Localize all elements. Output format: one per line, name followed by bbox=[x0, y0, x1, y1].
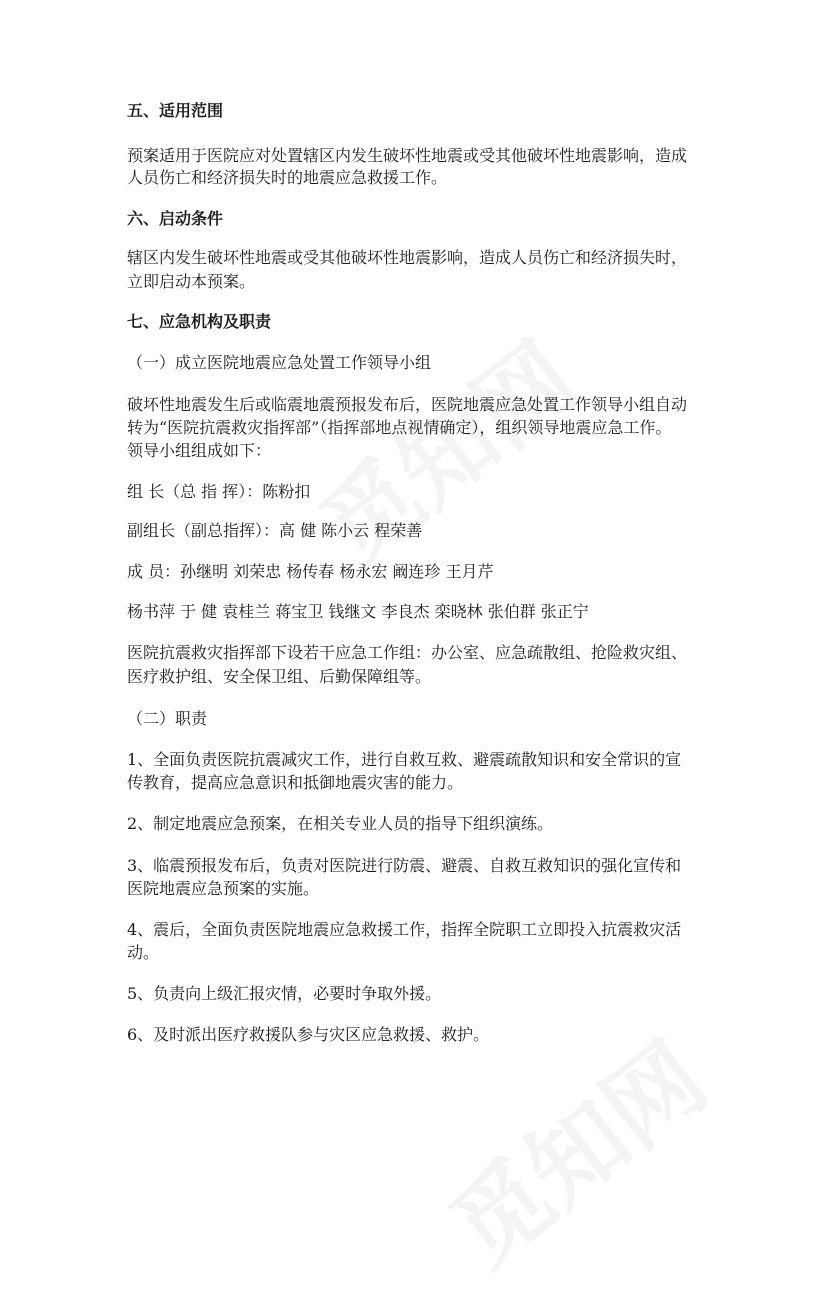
members-line: 成 员：孙继明 刘荣忠 杨传春 杨永宏 阚连珍 王月芹 bbox=[127, 562, 494, 581]
paragraph-line: 破坏性地震发生后或临震地震预报发布后，医院地震应急处置工作领导小组自动 bbox=[127, 395, 688, 414]
paragraph-line: 人员伤亡和经济损失时的地震应急救援工作。 bbox=[127, 168, 448, 187]
paragraph-line: 领导小组组成如下： bbox=[127, 441, 272, 460]
duty-item: 5、负责向上级汇报灾情，必要时争取外援。 bbox=[127, 984, 442, 1003]
paragraph-line: 立即启动本预案。 bbox=[127, 272, 256, 291]
subsection-title: （一）成立医院地震应急处置工作领导小组 bbox=[127, 353, 432, 372]
watermark-bottom bbox=[418, 1006, 729, 1291]
paragraph-line: 医院抗震救灾指挥部下设若干应急工作组：办公室、应急疏散组、抢险救灾组、 bbox=[127, 643, 688, 662]
duty-item: 动。 bbox=[127, 943, 160, 962]
section-5-title: 五、适用范围 bbox=[127, 101, 224, 120]
leader-line: 组 长（总 指 挥）：陈粉扣 bbox=[127, 482, 311, 501]
duty-item: 4、震后，全面负责医院地震应急救援工作，指挥全院职工立即投入抗震救灾活 bbox=[127, 920, 682, 939]
duty-item: 2、制定地震应急预案，在相关专业人员的指导下组织演练。 bbox=[127, 814, 554, 833]
subsection-title: （二）职责 bbox=[127, 709, 208, 728]
paragraph-line: 预案适用于医院应对处置辖区内发生破坏性地震或受其他破坏性地震影响，造成 bbox=[127, 146, 688, 165]
duty-item: 传教育，提高应急意识和抵御地震灾害的能力。 bbox=[127, 773, 464, 792]
duty-item: 6、及时派出医疗救援队参与灾区应急救援、救护。 bbox=[127, 1025, 490, 1044]
paragraph-line: 转为“医院抗震救灾指挥部”（指挥部地点视情确定），组织领导地震应急工作。 bbox=[127, 418, 672, 437]
deputy-line: 副组长（副总指挥）：高 健 陈小云 程荣善 bbox=[127, 521, 423, 540]
section-7-title: 七、应急机构及职责 bbox=[127, 312, 272, 331]
duty-item: 医院地震应急预案的实施。 bbox=[127, 879, 320, 898]
duty-item: 1、全面负责医院抗震减灾工作，进行自救互救、避震疏散知识和安全常识的宣 bbox=[127, 750, 682, 769]
paragraph-line: 辖区内发生破坏性地震或受其他破坏性地震影响，造成人员伤亡和经济损失时， bbox=[127, 248, 688, 267]
members-line: 杨书萍 于 健 袁桂兰 蒋宝卫 钱继文 李良杰 栾晓林 张伯群 张正宁 bbox=[127, 602, 589, 621]
duty-item: 3、临震预报发布后，负责对医院进行防震、避震、自救互救知识的强化宣传和 bbox=[127, 856, 682, 875]
paragraph-line: 医疗救护组、安全保卫组、后勤保障组等。 bbox=[127, 667, 432, 686]
section-6-title: 六、启动条件 bbox=[127, 209, 224, 228]
